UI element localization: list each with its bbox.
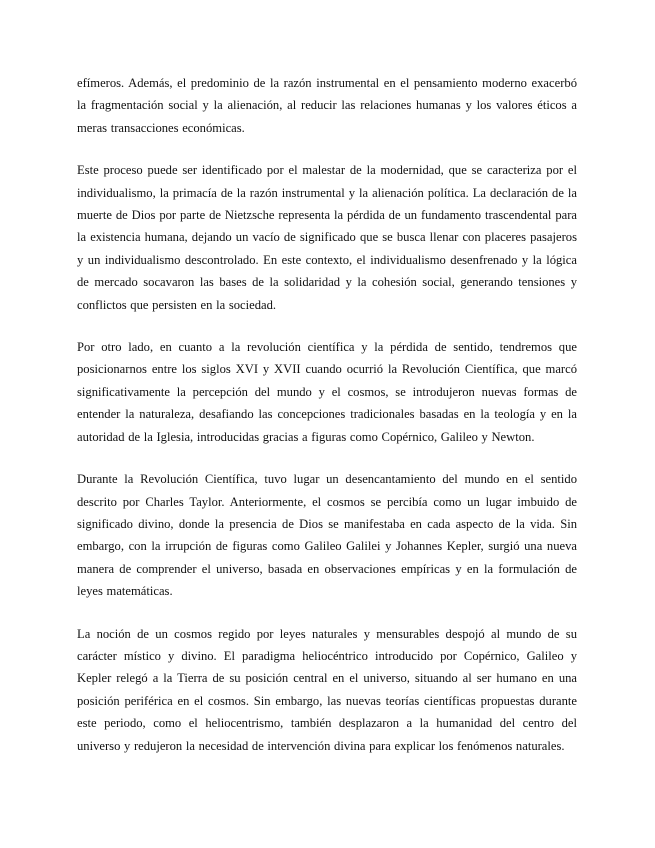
paragraph-4: Durante la Revolución Científica, tuvo lugar un desencantamiento del mundo en el sentido descrito por Charles Taylor. Anteriormente, el cosmos se percibía como un lugar imbuido de significado divino, donde la presencia de Dios se manifestaba en cada aspecto de la vida. Sin embargo, con la irrupción de figuras como Galileo Galilei y Johannes Kepler, surgió una nueva manera de comprender el universo, basada en observaciones empíricas y en la formulación de leyes matemáticas.	[77, 472, 577, 599]
paragraph-2: Este proceso puede ser identificado por el malestar de la modernidad, que se caracteriza por el individualismo, la primacía de la razón instrumental y la alienación política. La declaración de la muerte de Dios por parte de Nietzsche representa la pérdida de un fundamento trascendental para la existencia humana, dejando un vacío de significado que se busca llenar con placeres pasajeros y un individualismo descontrolado. En este contexto, el individualismo desenfrenado y la lógica de mercado socavaron las bases de la solidaridad y la cohesión social, generando tensiones y conflictos que persisten en la sociedad.	[77, 163, 577, 312]
paragraph-5: La noción de un cosmos regido por leyes naturales y mensurables despojó al mundo de su carácter místico y divino. El paradigma heliocéntrico introducido por Copérnico, Galileo y Kepler relegó a la Tierra de su posición central en el universo, situando al ser humano en una posición periférica en el cosmos. Sin embargo, las nuevas teorías científicas propuestas durante este periodo, como el heliocentrismo, también desplazaron a la humanidad del centro del universo y redujeron la necesidad de intervención divina para explicar los fenómenos naturales.	[77, 626, 577, 753]
paragraph-1: efímeros. Además, el predominio de la razón instrumental en el pensamiento moderno exacerbó la fragmentación social y la alienación, al reducir las relaciones humanas y los valores éticos a meras transacciones económicas.	[77, 76, 577, 135]
paragraph-3: Por otro lado, en cuanto a la revolución científica y la pérdida de sentido, tendremos que posicionarnos entre los siglos XVI y XVII cuando ocurrió la Revolución Científica, que marcó significativamente la percepción del mundo y el cosmos, se introdujeron nuevas formas de entender la naturaleza, desafiando las concepciones tradicionales basadas en la teología y en la autoridad de la Iglesia, introducidas gracias a figuras como Copérnico, Galileo y Newton.	[77, 340, 577, 444]
